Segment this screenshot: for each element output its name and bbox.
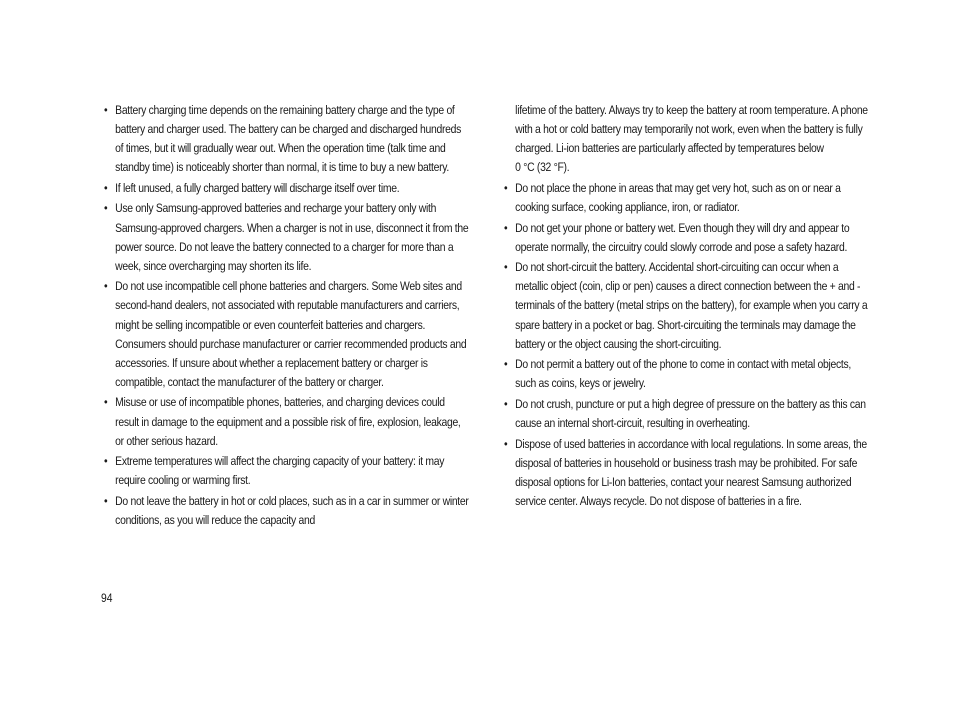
bullet-text: Do not permit a battery out of the phone to come in contact with metal objects, such as coins, keys or jewelry. — [515, 357, 851, 391]
bullet-text: Do not crush, puncture or put a high degree of pressure on the battery as this can cause an internal short-circuit, resulting in overheating. — [515, 396, 866, 430]
bullet-text: Do not get your phone or battery wet. Even though they will dry and appear to operate normally, the circuitry could slowly corrode and pose a safety hazard. — [515, 220, 850, 254]
bullet-item — [504, 395, 870, 433]
bullet-item — [104, 101, 470, 177]
bullet-icon: • — [104, 279, 108, 294]
bullet-icon: • — [104, 201, 108, 216]
bullet-icon: • — [104, 493, 108, 508]
bullet-text: Do not leave the battery in hot or cold places, such as in a car in summer or winter conditions, as you will reduce the capacity and — [115, 493, 469, 527]
bullet-item — [504, 258, 870, 353]
bullet-item — [104, 179, 470, 198]
bullet-item — [104, 277, 470, 392]
bullet-item — [504, 219, 870, 257]
bullet-item — [504, 179, 870, 217]
right-bullet-list — [504, 179, 866, 511]
bullet-icon: • — [104, 103, 108, 117]
continued-text-last-line: 0 °C (32 °F). — [515, 160, 570, 175]
bullet-text: Do not use incompatible cell phone batteries and chargers. Some Web sites and second-hand dealers, not associated with reputable manufacturers and carriers, might be selling incompatible or even counterfeit batteries and chargers. Consumers should purchase manufacturer or carrier recommended products and accessories. If unsure about whether a replacement battery or charger is compatible, contact the manufacturer of the battery or charger. — [115, 279, 467, 389]
bullet-text: Do not place the phone in areas that may get very hot, such as on or near a cooking surface, cooking appliance, iron, or radiator. — [515, 180, 841, 214]
bullet-icon: • — [504, 357, 508, 372]
bullet-text: Battery charging time depends on the remaining battery charge and the type of battery and charger used. The battery can be charged and discharged hundreds of times, but it will gradually wear out. When the operation time (talk time and standby time) is noticeably shorter than normal, it is time to buy a new battery. — [115, 103, 462, 175]
bullet-icon: • — [104, 180, 108, 195]
bullet-icon: • — [504, 396, 508, 411]
bullet-text: Misuse or use of incompatible phones, batteries, and charging devices could result in damage to the equipment and a possible risk of fire, explosion, leakage, or other serious hazard. — [115, 395, 461, 448]
bullet-text: Use only Samsung-approved batteries and recharge your battery only with Samsung-approved chargers. When a charger is not in use, disconnect it from the power source. Do not leave the battery connected to a charger for more than a week, since overcharging may shorten its life. — [115, 201, 469, 273]
bullet-icon: • — [104, 395, 108, 410]
bullet-item — [504, 435, 870, 511]
continued-text: lifetime of the battery. Always try to keep the battery at room temperature. A phone with a hot or cold battery may temporarily not work, even when the battery is fully charged. Li-ion batteries are particularly affected by temperatures below — [515, 103, 868, 156]
bullet-item — [504, 355, 870, 393]
bullet-icon: • — [504, 260, 508, 275]
bullet-text: Dispose of used batteries in accordance with local regulations. In some areas, the disposal of batteries in household or business trash may be prohibited. For safe disposal options for Li-Ion batteries, contact your nearest Samsung authorized service center. Always recycle. Do not dispose of batteries in a fire. — [515, 436, 867, 508]
bullet-icon: • — [504, 436, 508, 451]
bullet-item — [104, 393, 470, 450]
page-number: 94 — [101, 591, 113, 605]
right-column — [504, 101, 866, 512]
left-bullet-list — [104, 101, 469, 530]
bullet-text: If left unused, a fully charged battery will discharge itself over time. — [115, 180, 400, 195]
bullet-item — [104, 452, 470, 490]
bullet-text: Do not short-circuit the battery. Accidental short-circuiting can occur when a metallic object (coin, clip or pen) causes a direct connection between the + and - terminals of the battery (metal strips on the battery), for example when you carry a spare battery in a pocket or bag. Short-circuiting the terminals may damage the battery or the object causing the short-circuiting. — [515, 260, 868, 351]
bullet-text: Extreme temperatures will affect the charging capacity of your battery: it may require cooling or warming first. — [115, 454, 445, 488]
bullet-item — [104, 199, 470, 275]
bullet-item — [104, 492, 470, 530]
bullet-icon: • — [104, 454, 108, 469]
continued-paragraph — [504, 101, 870, 177]
bullet-icon: • — [504, 180, 508, 195]
bullet-icon: • — [504, 220, 508, 235]
left-column — [104, 101, 469, 532]
